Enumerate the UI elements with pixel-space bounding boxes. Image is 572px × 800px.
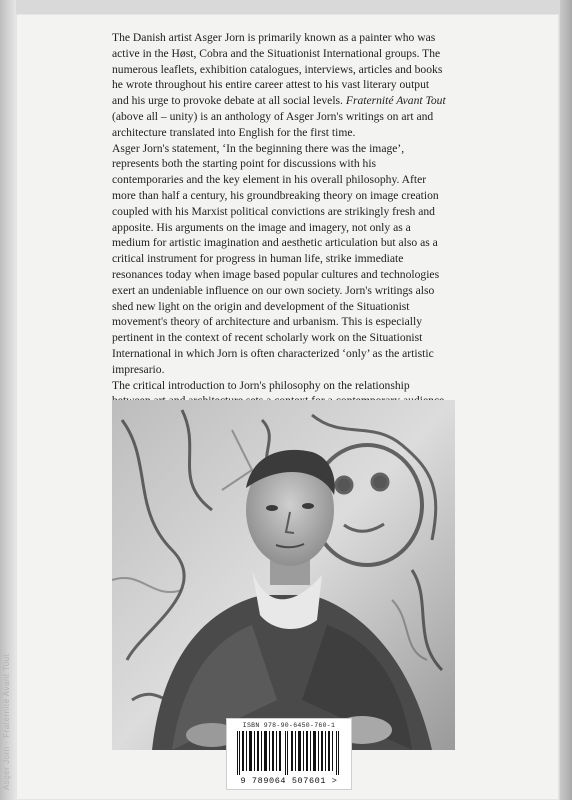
blurb-text xyxy=(112,30,448,425)
spine-text: Asger Jorn · Fraternité Avant Tout xyxy=(2,653,11,790)
isbn-label: ISBN 978-90-6450-760-1 xyxy=(242,722,336,729)
portrait-illustration xyxy=(112,400,455,750)
blurb-paragraph-2: Asger Jorn's statement, ‘In the beginning there was the image’, represents both the starting point for discussions with his contemporaries and the key element in his overall philosophy. After more than half a century, his groundbreaking theory on image creation coupled with his Marxist political convictions are strikingly fresh and apposite. His arguments on the image and imagery, not only as a medium for artistic imagination and aesthetic articulation but also as a critical instrument for progress in human life, strike immediate resonances today when image based popular cultures and technologies exert an undeniable influence on our own society. Jorn's writings also shed new light on the origin and development of the Situationist movement's theory of architecture and urbanism. This is especially pertinent in the context of recent scholarly work on the Situationist International in which Jorn is often characterized ‘only’ as the artistic impresario. xyxy=(112,141,440,376)
book-title-italic: Fraternité Avant Tout xyxy=(345,94,446,108)
barcode-digits: 9 789064 507601 > xyxy=(240,776,338,786)
isbn-barcode xyxy=(226,718,352,790)
barcode-bars xyxy=(235,731,343,775)
blurb-paragraph-3: The critical introduction to Jorn's philosophy on the relationship xyxy=(112,378,410,392)
blurb-p1-end: (above all – unity) is an anthology of Asger Jorn's writings on art and architecture translated into English for the first time. xyxy=(112,109,434,139)
blurb-p1-start: The Danish artist Asger Jorn is primarily known as a painter who was active in the Høst, Cobra and the Situationist International groups. The numerous leaflets, exhibition catalogues, interviews, articles and books he wrote throughout his entire career attest to his vast literary output and his urge to provoke debate at all social levels. xyxy=(112,31,443,108)
author-photograph xyxy=(112,400,455,750)
book-spine-edge xyxy=(560,0,572,800)
blurb-paragraph-1 xyxy=(112,30,448,141)
